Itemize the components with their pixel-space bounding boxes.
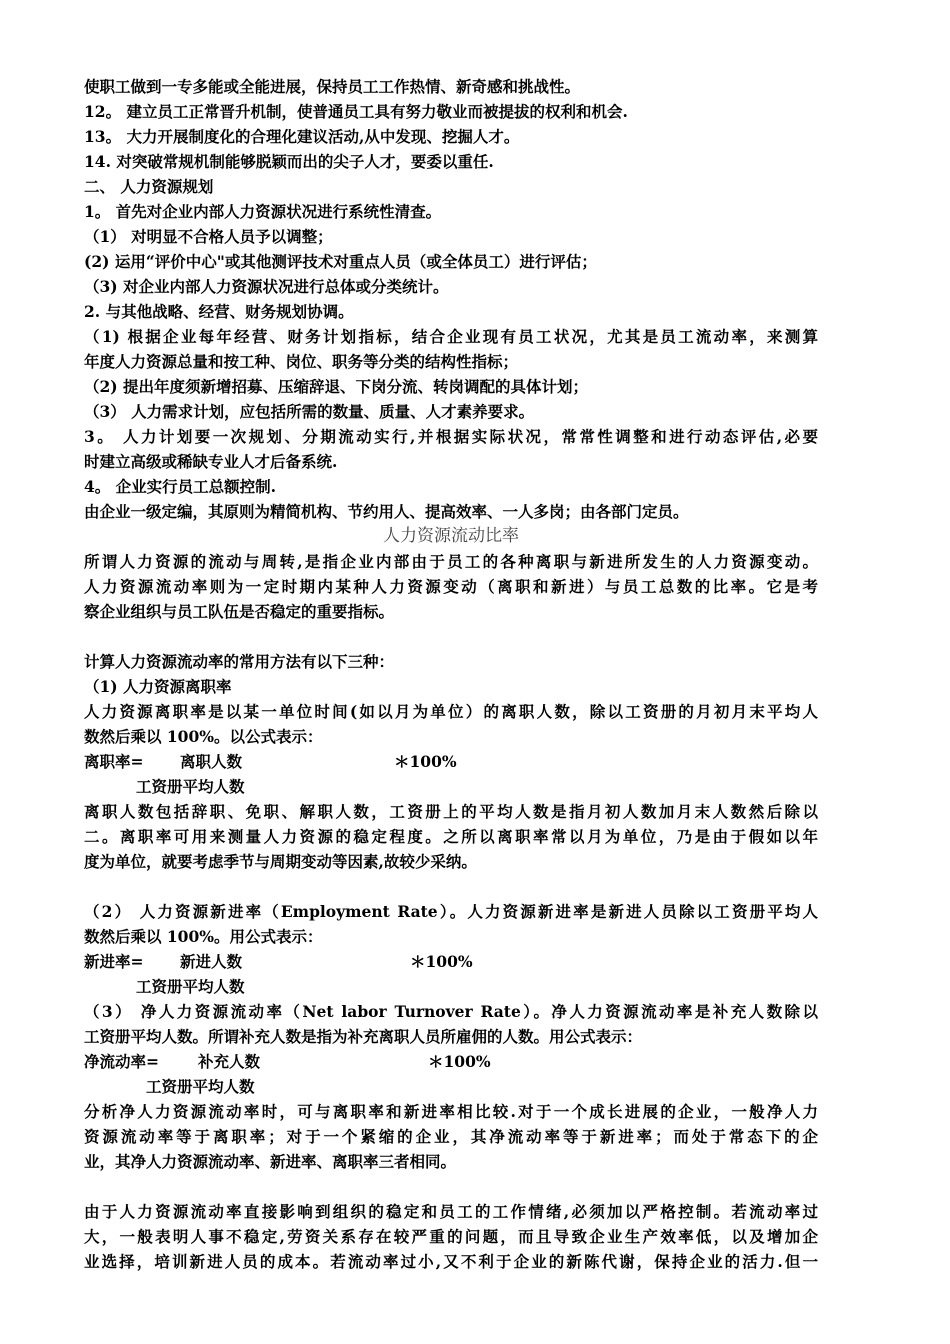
list-item-3: 3。 人力计划要一次规划、分期流动实行,并根据实际状况，常常性调整和进行动态评估,必要 bbox=[84, 427, 818, 446]
paragraph-line: 工资册平均人数。所谓补充人数是指为补充离职人员所雇佣的人数。用公式表示： bbox=[84, 1027, 643, 1046]
paragraph-line: 业，其净人力资源流动率、新进率、离职率三者相同。 bbox=[84, 1152, 457, 1171]
paragraph-line: 离职人数包括辞职、免职、解职人数，工资册上的平均人数是指月初人数加月末人数然后除以 bbox=[84, 802, 818, 821]
sub-item-1-2: (2) 运用“评价中心"或其他测评技术对重点人员（或全体员工）进行评估； bbox=[84, 252, 597, 271]
paragraph-line: 大，一般表明人事不稳定,劳资关系存在较严重的问题，而且导致企业生产效率低，以及增加企 bbox=[84, 1227, 818, 1246]
formula-multiplier: ＊100% bbox=[428, 1052, 491, 1071]
formula-denominator: 工资册平均人数 bbox=[136, 977, 245, 996]
text-line: 使职工做到一专多能或全能进展，保持员工工作热情、新奇感和挑战性。 bbox=[84, 77, 581, 96]
sub-item-2-2: （2) 提出年度须新增招募、压缩辞退、下岗分流、转岗调配的具体计划； bbox=[84, 377, 589, 396]
sub-item-1-3: （3) 对企业内部人力资源状况进行总体或分类统计。 bbox=[84, 277, 449, 296]
section-heading-turnover-ratio: 人力资源流动比率 bbox=[383, 526, 519, 546]
formula-multiplier: ＊100% bbox=[410, 952, 473, 971]
method-heading-1: （1) 人力资源离职率 bbox=[84, 677, 232, 696]
formula-numerator: 新进人数 bbox=[180, 952, 243, 971]
formula-label: 净流动率= bbox=[84, 1052, 159, 1071]
formula-denominator: 工资册平均人数 bbox=[146, 1077, 255, 1096]
paragraph-line: 由于人力资源流动率直接影响到组织的稳定和员工的工作情绪,必须加以严格控制。若流动率过 bbox=[84, 1202, 818, 1221]
paragraph-line: 计算人力资源流动率的常用方法有以下三种： bbox=[84, 652, 395, 671]
formula-net-turnover-rate bbox=[84, 1049, 818, 1074]
paragraph-line: 资源流动率等于离职率；对于一个紧缩的企业，其净流动率等于新进率；而处于常态下的企 bbox=[84, 1127, 818, 1146]
document-page bbox=[84, 74, 818, 1274]
paragraph-line: 人力资源离职率是以某一单位时间(如以月为单位）的离职人数，除以工资册的月初月末平均人 bbox=[84, 702, 818, 721]
paragraph-line: 分析净人力资源流动率时，可与离职率和新进率相比较.对于一个成长进展的企业，一般净人力 bbox=[84, 1102, 818, 1121]
sub-item-2-3: （3） 人力需求计划，应包括所需的数量、质量、人才素养要求。 bbox=[84, 402, 535, 421]
list-item-13: 13。 大力开展制度化的合理化建议活动,从中发现、挖掘人才。 bbox=[84, 127, 520, 146]
formula-numerator: 补充人数 bbox=[198, 1052, 261, 1071]
formula-denominator: 工资册平均人数 bbox=[136, 777, 245, 796]
list-item-14: 14. 对突破常规机制能够脱颖而出的尖子人才，要委以重任. bbox=[84, 152, 494, 171]
blank-line bbox=[84, 1174, 818, 1199]
method-heading-2: （2） 人力资源新进率（Employment Rate）。人力资源新进率是新进人员除以工资册平均人 bbox=[84, 902, 818, 921]
text-line: 时建立高级或稀缺专业人才后备系统. bbox=[84, 452, 338, 471]
sub-item-2-1: （1) 根据企业每年经营、财务计划指标，结合企业现有员工状况，尤其是员工流动率，来测算 bbox=[84, 327, 818, 346]
paragraph-line: 人力资源流动率则为一定时期内某种人力资源变动（离职和新进）与员工总数的比率。它是考 bbox=[84, 577, 818, 596]
paragraph-line: 业选择，培训新进人员的成本。若流动率过小,又不利于企业的新陈代谢，保持企业的活力.但一 bbox=[84, 1252, 818, 1271]
formula-multiplier: ＊100% bbox=[394, 752, 457, 771]
formula-numerator: 离职人数 bbox=[180, 752, 243, 771]
paragraph-line: 二。离职率可用来测量人力资源的稳定程度。之所以离职率常以月为单位，乃是由于假如以年 bbox=[84, 827, 818, 846]
paragraph-line: 度为单位，就要考虑季节与周期变动等因素,故较少采纳。 bbox=[84, 852, 477, 871]
list-item-4: 4。 企业实行员工总额控制. bbox=[84, 477, 277, 496]
section-heading-hr-planning: 二、 人力资源规划 bbox=[84, 177, 214, 196]
list-item-2: 2. 与其他战略、经营、财务规划协调。 bbox=[84, 302, 354, 321]
formula-label: 新进率= bbox=[84, 952, 144, 971]
sub-item-1-1: （1） 对明显不合格人员予以调整； bbox=[84, 227, 333, 246]
paragraph-line: 数然后乘以 100%。用公式表示： bbox=[84, 927, 323, 946]
blank-line bbox=[84, 624, 818, 649]
text-line: 由企业一级定编，其原则为精简机构、节约用人、提高效率、一人多岗；由各部门定员。 bbox=[84, 502, 689, 521]
formula-separation-rate bbox=[84, 749, 818, 774]
list-item-12: 12。 建立员工正常晋升机制，使普通员工具有努力敬业而被提拔的权利和机会. bbox=[84, 102, 628, 121]
formula-label: 离职率= bbox=[84, 752, 144, 771]
list-item-1: 1。 首先对企业内部人力资源状况进行系统性清查。 bbox=[84, 202, 442, 221]
paragraph-line: 所谓人力资源的流动与周转,是指企业内部由于员工的各种离职与新进所发生的人力资源变动。 bbox=[84, 552, 818, 571]
paragraph-line: 察企业组织与员工队伍是否稳定的重要指标。 bbox=[84, 602, 395, 621]
blank-line bbox=[84, 874, 818, 899]
method-heading-3: （3） 净人力资源流动率（Net labor Turnover Rate）。净人力资源流动率是补充人数除以 bbox=[84, 1002, 818, 1021]
text-line: 年度人力资源总量和按工种、岗位、职务等分类的结构性指标； bbox=[84, 352, 519, 371]
formula-employment-rate bbox=[84, 949, 818, 974]
paragraph-line: 数然后乘以 100%。以公式表示： bbox=[84, 727, 323, 746]
